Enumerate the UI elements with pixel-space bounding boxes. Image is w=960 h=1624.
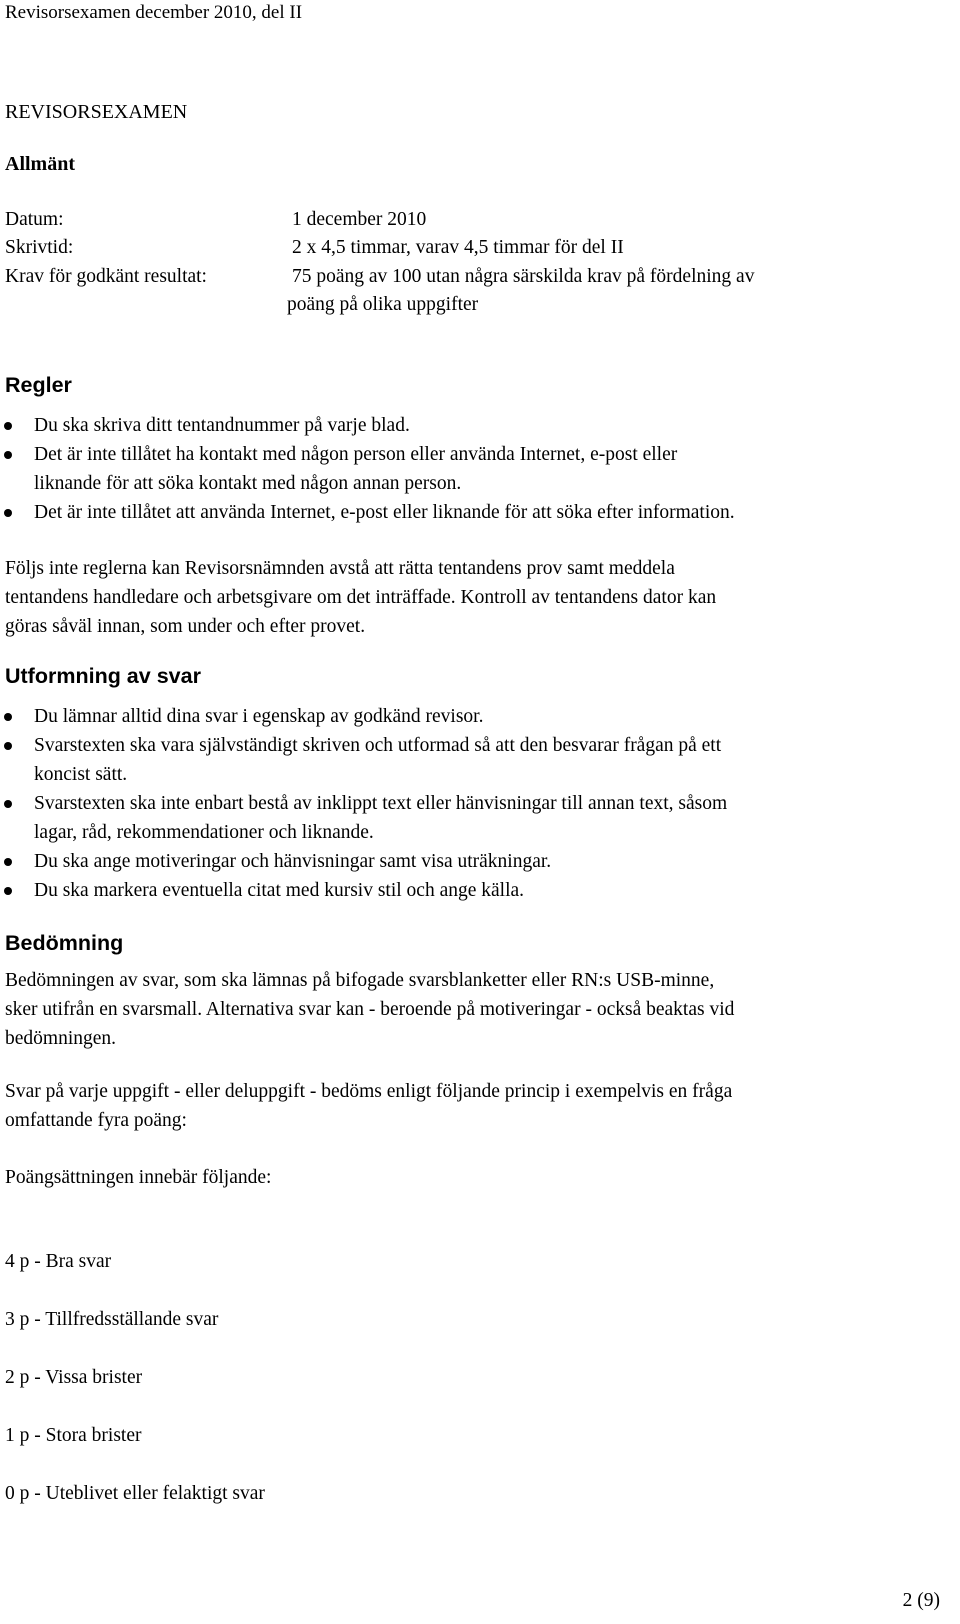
score-scale-item: 3 p - Tillfredsställande svar [5,1309,219,1330]
section-heading-assessment: Bedömning [5,931,124,955]
list-item [0,731,727,789]
list-item [0,702,727,731]
section-heading-answer-format: Utformning av svar [5,664,201,688]
bullet-icon [4,713,12,721]
document-header: Revisorsexamen december 2010, del II [5,2,303,23]
score-scale-list [5,1218,265,1537]
assessment-paragraph-1: Bedömningen av svar, som ska lämnas på bifogade svarsblanketter eller RN:s USB-minne, sker utifrån en svarsmall. Alternativa svar kan - beroende på motiveringar - också beaktas vid bedömningen. [5,970,735,1049]
list-item-text: Det är inte tillåtet ha kontakt med någon person eller använda Internet, e-post eller liknande för att söka kontakt med någon annan person. [34,444,678,494]
info-row-pass-requirement [5,263,755,291]
score-scale-item: 1 p - Stora brister [5,1425,142,1446]
bullet-icon [4,509,12,517]
page-number: 2 (9) [902,1590,940,1611]
section-heading-rules: Regler [5,373,72,397]
info-label: Krav för godkänt resultat: [5,266,207,287]
info-value: 75 poäng av 100 utan några särskilda krav på fördelning av [292,266,755,287]
list-item-text: Det är inte tillåtet att använda Internet, e-post eller liknande för att söka efter information. [34,502,735,523]
info-label: Skrivtid: [5,237,74,258]
list-item-text: Svarstexten ska vara självständigt skriven och utformad så att den besvarar frågan på ett koncist sätt. [34,735,722,785]
info-row-writing-time [5,234,624,262]
info-value: 2 x 4,5 timmar, varav 4,5 timmar för del II [292,237,624,258]
document-title: REVISORSEXAMEN [5,101,188,123]
list-item [0,876,727,905]
rules-paragraph: Följs inte reglerna kan Revisorsnämnden avstå att rätta tentandens prov samt meddela tentandens handledare och arbetsgivare om det inträffade. Kontroll av tentandens dator kan göras såväl innan, som under och efter provet. [5,558,717,637]
bullet-icon [4,422,12,430]
info-row-date [5,206,427,234]
list-item-text: Du ska ange motiveringar och hänvisningar samt visa uträkningar. [34,851,552,872]
info-label: Datum: [5,209,64,230]
list-item [0,847,727,876]
section-heading-general: Allmänt [5,153,75,175]
answer-format-list [0,702,727,905]
bullet-icon [4,742,12,750]
list-item-text: Du lämnar alltid dina svar i egenskap av godkänd revisor. [34,706,484,727]
list-item-text: Du ska skriva ditt tentandnummer på varje blad. [34,415,410,436]
list-item-text: Svarstexten ska inte enbart bestå av inklippt text eller hänvisningar till annan text, såsom lagar, råd, rekommendationer och liknande. [34,793,728,843]
bullet-icon [4,887,12,895]
rules-list [0,411,735,527]
list-item [0,411,735,440]
assessment-paragraph-2: Svar på varje uppgift - eller deluppgift - bedöms enligt följande princip i exempelvis en fråga omfattande fyra poäng: [5,1081,733,1131]
score-scale-item: 2 p - Vissa brister [5,1367,143,1388]
assessment-paragraph-3: Poängsättningen innebär följande: [5,1167,272,1188]
score-scale-item: 0 p - Uteblivet eller felaktigt svar [5,1483,265,1504]
list-item [0,789,727,847]
bullet-icon [4,858,12,866]
info-value-continuation: poäng på olika uppgifter [287,294,479,315]
info-value: 1 december 2010 [292,209,427,230]
score-scale-item: 4 p - Bra svar [5,1251,112,1272]
bullet-icon [4,800,12,808]
list-item [0,498,735,527]
bullet-icon [4,451,12,459]
list-item-text: Du ska markera eventuella citat med kursiv stil och ange källa. [34,880,525,901]
list-item [0,440,735,498]
